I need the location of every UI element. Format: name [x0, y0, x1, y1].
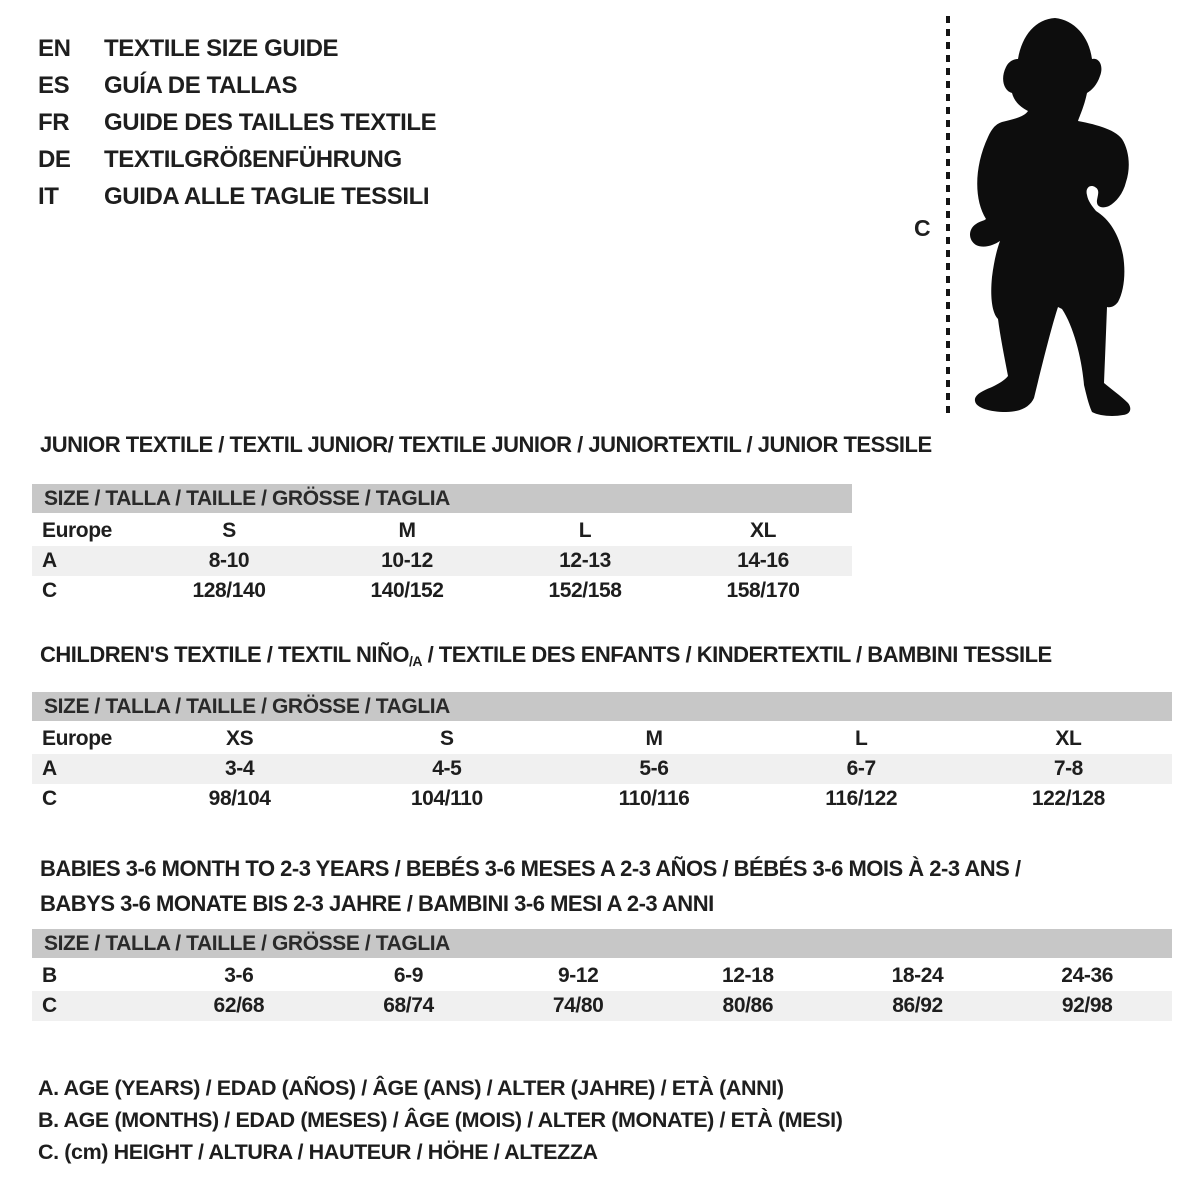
height-cell: 62/68 [213, 994, 265, 1017]
size-cell: L [578, 519, 592, 542]
size-table-header: SIZE / TALLA / TAILLE / GRÖSSE / TAGLIA [32, 692, 1172, 721]
language-code: ES [38, 71, 70, 99]
months-cell: 12-18 [721, 964, 774, 987]
children-size-table [32, 692, 1172, 814]
legend-line-a: A. AGE (YEARS) / EDAD (AÑOS) / ÂGE (ANS) / ALTER (JAHRE) / ETÀ (ANNI) [38, 1076, 784, 1100]
height-cell: 104/110 [410, 787, 483, 810]
row-label: Europe [42, 727, 112, 750]
junior-size-table [32, 484, 852, 606]
table-row-height [32, 991, 1172, 1021]
size-cell: M [398, 519, 416, 542]
babies-title-line2: BABYS 3-6 MONATE BIS 2-3 JAHRE / BAMBINI 3-6 MESI A 2-3 ANNI [40, 891, 714, 916]
guide-title: GUIDA ALLE TAGLIE TESSILI [104, 182, 430, 210]
row-label: C [42, 787, 57, 810]
row-label: A [42, 549, 57, 572]
table-row-europe [32, 724, 1172, 754]
language-row-it [38, 178, 436, 215]
months-cell: 24-36 [1061, 964, 1114, 987]
row-label: Europe [42, 519, 112, 542]
height-cell: 80/86 [722, 994, 774, 1017]
age-cell: 14-16 [737, 549, 789, 572]
babies-section-title [40, 851, 1021, 921]
size-cell: L [854, 727, 868, 750]
age-cell: 3-4 [225, 757, 255, 780]
children-title-pre: CHILDREN'S TEXTILE / TEXTIL NIÑO [40, 642, 409, 667]
height-cell: 98/104 [208, 787, 271, 810]
size-cell: XL [749, 519, 777, 542]
height-cell: 68/74 [383, 994, 434, 1017]
height-cell: 152/158 [548, 579, 622, 602]
children-title-post: / TEXTILE DES ENFANTS / KINDERTEXTIL / BAMBINI TESSILE [421, 642, 1052, 667]
language-code: FR [38, 108, 70, 136]
months-cell: 3-6 [224, 964, 254, 987]
size-cell: M [645, 727, 663, 750]
months-cell: 9-12 [557, 964, 599, 987]
size-cell: S [439, 727, 454, 750]
row-label: A [42, 757, 57, 780]
children-section-title [40, 642, 1052, 669]
height-cell: 74/80 [552, 994, 604, 1017]
babies-title-line1: BABIES 3-6 MONTH TO 2-3 YEARS / BEBÉS 3-6 MESES A 2-3 AÑOS / BÉBÉS 3-6 MOIS À 2-3 ANS / [40, 856, 1021, 881]
legend-line-b: B. AGE (MONTHS) / EDAD (MESES) / ÂGE (MOIS) / ALTER (MONATE) / ETÀ (MESI) [38, 1108, 843, 1132]
table-row-months [32, 961, 1172, 991]
row-label: C [42, 994, 57, 1017]
age-cell: 7-8 [1053, 757, 1083, 780]
height-cell: 92/98 [1061, 994, 1113, 1017]
language-code: IT [38, 182, 59, 210]
height-cell: 140/152 [370, 579, 444, 602]
table-row-height [32, 784, 1172, 814]
table-row-europe [32, 516, 852, 546]
size-cell: S [222, 519, 236, 542]
guide-title: GUÍA DE TALLAS [104, 71, 298, 99]
row-label: B [42, 964, 57, 987]
guide-title: TEXTILE SIZE GUIDE [104, 34, 339, 62]
guide-title: GUIDE DES TAILLES TEXTILE [104, 108, 437, 136]
age-cell: 4-5 [432, 757, 462, 780]
months-cell: 6-9 [393, 964, 424, 987]
height-cell: 122/128 [1031, 787, 1105, 810]
language-row-en [38, 30, 436, 67]
age-cell: 8-10 [208, 549, 250, 572]
table-row-height [32, 576, 852, 606]
toddler-silhouette-icon [966, 15, 1134, 419]
babies-size-table [32, 929, 1172, 1021]
height-cell: 128/140 [192, 579, 266, 602]
height-measure-label: C [914, 215, 931, 241]
size-table-header: SIZE / TALLA / TAILLE / GRÖSSE / TAGLIA [32, 929, 1172, 958]
language-row-de [38, 141, 436, 178]
language-code: EN [38, 34, 71, 62]
legend-line-c: C. (cm) HEIGHT / ALTURA / HAUTEUR / HÖHE / ALTEZZA [38, 1140, 598, 1164]
language-row-fr [38, 104, 436, 141]
age-cell: 6-7 [846, 757, 876, 780]
size-cell: XS [225, 727, 254, 750]
height-measure-dashed-line [946, 16, 950, 416]
size-cell: XL [1055, 727, 1082, 750]
children-title-sub: /A [408, 653, 422, 669]
height-cell: 158/170 [726, 579, 800, 602]
height-cell: 116/122 [825, 787, 898, 810]
age-cell: 5-6 [639, 757, 669, 780]
height-cell: 110/116 [618, 787, 690, 810]
legend [38, 1072, 843, 1168]
row-label: C [42, 579, 57, 602]
months-cell: 18-24 [891, 964, 944, 987]
table-row-age [32, 754, 1172, 784]
height-cell: 86/92 [892, 994, 943, 1017]
size-table-header: SIZE / TALLA / TAILLE / GRÖSSE / TAGLIA [32, 484, 852, 513]
junior-section-title: JUNIOR TEXTILE / TEXTIL JUNIOR/ TEXTILE JUNIOR / JUNIORTEXTIL / JUNIOR TESSILE [40, 432, 932, 457]
language-row-es [38, 67, 436, 104]
table-row-age [32, 546, 852, 576]
language-title-list [38, 30, 436, 215]
age-cell: 12-13 [559, 549, 611, 572]
age-cell: 10-12 [381, 549, 433, 572]
language-code: DE [38, 145, 71, 173]
guide-title: TEXTILGRÖßENFÜHRUNG [104, 145, 402, 173]
